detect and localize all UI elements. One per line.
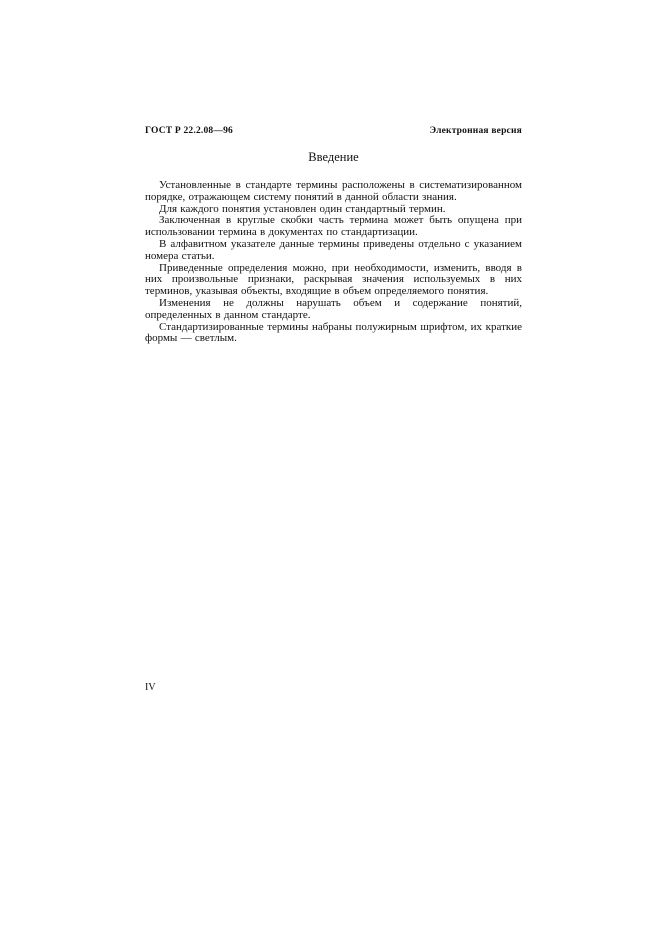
paragraph: Установленные в стандарте термины расположены в систематизированном порядке, отражающем систему понятий в данной области знания. [145,179,522,203]
header-document-code: ГОСТ Р 22.2.08—96 [145,126,233,136]
paragraph: Изменения не должны нарушать объем и содержание понятий, определенных в данном стандарте. [145,296,522,321]
header-edition-label: Электронная версия [429,126,522,136]
paragraph: Для каждого понятия установлен один стандартный термин. [159,202,446,215]
page-number: IV [145,682,156,693]
body-text [145,180,522,345]
paragraph: В алфавитном указателе данные термины приведены отдельно с указанием номера статьи. [145,237,522,262]
section-title: Введение [308,150,359,164]
page-header [145,126,522,136]
paragraph: Приведенные определения можно, при необходимости, изменить, вводя в них произвольные признаки, раскрывая значения используемых в них терминов, указывая объекты, входящие в объем определяемого понятия. [145,261,522,298]
paragraph: Стандартизированные термины набраны полужирным шрифтом, их краткие формы — светлым. [145,320,522,345]
paragraph: Заключенная в круглые скобки часть термина может быть опущена при использовании термина в документах по стандартизации. [145,214,522,239]
